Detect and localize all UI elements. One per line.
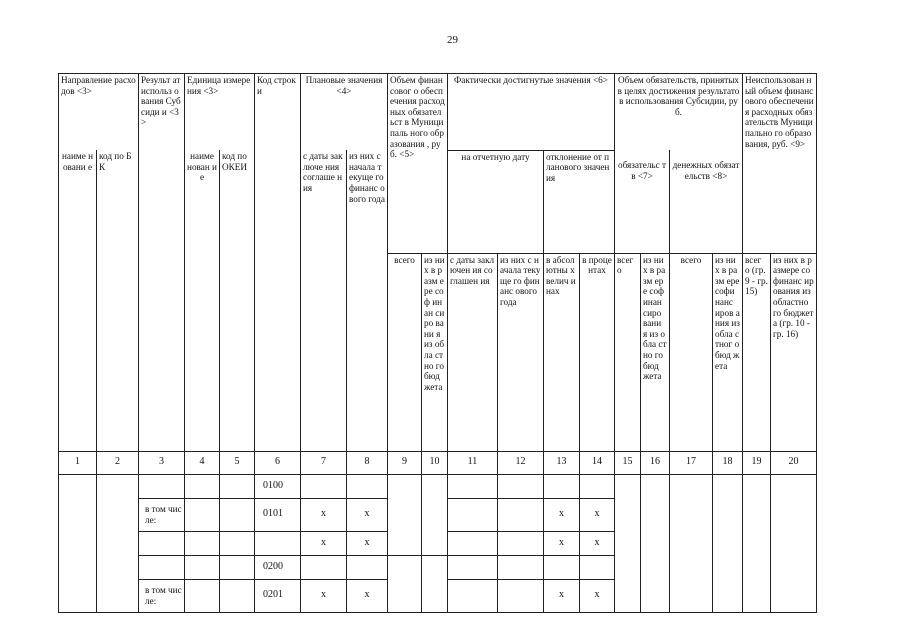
header-actual: Фактически достигнутые значения <6> (448, 74, 615, 151)
header-planned: Плановые значения <4> (301, 74, 388, 151)
cell-planned-date: x (301, 531, 347, 555)
column-number: 20 (771, 451, 817, 474)
cell-volume-cofin (422, 555, 448, 612)
header-unit: Единица измерения <3> (185, 74, 255, 151)
cell-planned-date (301, 555, 347, 579)
cell-unused-total (743, 474, 771, 612)
column-number: 3 (139, 451, 185, 474)
header-volume-cofin: из них в разм ере соф инан сиро вани я из обла стно го бюд жета (422, 253, 448, 451)
header-unused-continued (743, 150, 817, 253)
cell-result (139, 555, 185, 579)
cell-planned-year: x (347, 579, 388, 612)
column-number: 11 (448, 451, 498, 474)
cell-dev-abs: x (544, 579, 580, 612)
cell-actual-date (448, 498, 498, 531)
header-volume: Объем финансовог о обеспечения расходных обязательст в Муниципаль ного образования , руб. <5> (388, 74, 448, 254)
cell-money-cofin (713, 474, 743, 612)
cell-row-code: 0101 (255, 498, 301, 531)
header-unit-code: код по ОКЕИ (220, 150, 255, 451)
cell-volume-total (388, 555, 422, 612)
cell-row-code: 0201 (255, 579, 301, 612)
column-number: 6 (255, 451, 301, 474)
cell-direction-name (59, 474, 97, 612)
cell-actual-year (498, 555, 544, 579)
cell-unit-name (185, 531, 220, 555)
cell-actual-date (448, 474, 498, 498)
cell-actual-date (448, 579, 498, 612)
header-row-1 (59, 74, 817, 151)
header-obligations-accepted: обязательс тв <7> (615, 150, 670, 253)
cell-dev-pct (580, 555, 615, 579)
header-direction: Направление расходов <3> (59, 74, 139, 151)
header-actual-report-date: с даты заключен ия соглашен ия (448, 253, 498, 451)
report-table (58, 73, 817, 613)
column-number: 10 (422, 451, 448, 474)
column-number: 19 (743, 451, 771, 474)
cell-planned-year: x (347, 498, 388, 531)
cell-planned-date (301, 474, 347, 498)
cell-unit-name (185, 498, 220, 531)
cell-dev-pct (580, 474, 615, 498)
cell-unit-code (220, 531, 255, 555)
cell-unit-code (220, 474, 255, 498)
cell-unused-cofin (771, 474, 817, 612)
header-obligations-accepted-total: всег о (615, 253, 641, 451)
cell-actual-date (448, 555, 498, 579)
header-unused: Неиспользован ный объем финансового обеспечения расходных обязательств Муниципально го образования, руб. <9> (743, 74, 817, 151)
column-number: 4 (185, 451, 220, 474)
page-number: 29 (447, 34, 458, 46)
table-row (59, 474, 817, 498)
column-number: 12 (498, 451, 544, 474)
header-actual-deviation: отклонение от планового значения (544, 150, 615, 253)
header-unit-name: наиме нован ие (185, 150, 220, 451)
cell-money-total (670, 474, 713, 612)
cell-row-code (255, 531, 301, 555)
cell-planned-year: x (347, 531, 388, 555)
header-actual-dev-abs: в абсол ютны х велич инах (544, 253, 580, 451)
cell-row-code: 0100 (255, 474, 301, 498)
column-number: 13 (544, 451, 580, 474)
header-obligations-money: денежных обязательств <8> (670, 150, 743, 253)
cell-dev-abs (544, 474, 580, 498)
column-number: 1 (59, 451, 97, 474)
cell-planned-date: x (301, 498, 347, 531)
cell-row-code: 0200 (255, 555, 301, 579)
cell-obligations-cofin (641, 474, 670, 612)
cell-actual-year (498, 579, 544, 612)
header-unused-total: всег о (гр. 9 - гр. 15) (743, 253, 771, 451)
report-table-container (58, 73, 817, 613)
cell-planned-date: x (301, 579, 347, 612)
column-numbers-row (59, 451, 817, 474)
cell-unit-code (220, 555, 255, 579)
column-number: 16 (641, 451, 670, 474)
cell-unit-name (185, 579, 220, 612)
column-number: 8 (347, 451, 388, 474)
cell-unit-code (220, 498, 255, 531)
cell-obligations-total (615, 474, 641, 612)
cell-dev-pct: x (580, 579, 615, 612)
cell-volume-total (388, 474, 422, 555)
column-number: 9 (388, 451, 422, 474)
column-number: 14 (580, 451, 615, 474)
cell-dev-pct: x (580, 498, 615, 531)
cell-planned-year (347, 474, 388, 498)
cell-actual-date (448, 531, 498, 555)
header-obligations-money-cofin: из них в разм ере софи нанс иров ания из обла стног о бюд жета (713, 253, 743, 451)
column-number: 18 (713, 451, 743, 474)
cell-dev-abs: x (544, 531, 580, 555)
cell-actual-year (498, 531, 544, 555)
cell-planned-year (347, 555, 388, 579)
column-number: 7 (301, 451, 347, 474)
header-row-code: Код строки (255, 74, 301, 452)
header-unused-cofin: из них в размере софинанс ирования из областно го бюджета (гр. 10 - гр. 16) (771, 253, 817, 451)
column-number: 5 (220, 451, 255, 474)
cell-result (139, 531, 185, 555)
column-number: 17 (670, 451, 713, 474)
header-obligations: Объем обязательств, принятых в целях достижения результатов использования Субсидии, руб. (615, 74, 743, 151)
column-number: 15 (615, 451, 641, 474)
header-obligations-money-total: всего (670, 253, 713, 451)
cell-unit-name (185, 555, 220, 579)
cell-dev-abs (544, 555, 580, 579)
cell-actual-year (498, 474, 544, 498)
header-obligations-accepted-cofin: из них в разм ере соф инан сиро вани я из обла стно го бюд жета (641, 253, 670, 451)
cell-result (139, 474, 185, 498)
cell-actual-year (498, 498, 544, 531)
cell-result-sublabel: в том числе: (139, 498, 185, 531)
header-direction-name: наиме новани е (59, 150, 97, 451)
header-direction-code: код по БК (97, 150, 139, 451)
cell-unit-code (220, 579, 255, 612)
cell-dev-pct: x (580, 531, 615, 555)
header-planned-date: с даты заключе ния соглаше ния (301, 150, 347, 451)
cell-dev-abs: x (544, 498, 580, 531)
header-result: Результ ат использ ования Субсиди и <3> (139, 74, 185, 452)
cell-result-sublabel: в том числе: (139, 579, 185, 612)
cell-volume-cofin (422, 474, 448, 555)
header-planned-year: из них с начала текуще го финанс ового года (347, 150, 388, 451)
header-actual-report-year: из них с начала текуще го финанс ового года (498, 253, 544, 451)
header-actual-report: на отчетную дату (448, 150, 544, 253)
cell-unit-name (185, 474, 220, 498)
cell-direction-code (97, 474, 139, 612)
column-number: 2 (97, 451, 139, 474)
header-volume-total: всего (388, 253, 422, 451)
header-actual-dev-pct: в проце нтах (580, 253, 615, 451)
